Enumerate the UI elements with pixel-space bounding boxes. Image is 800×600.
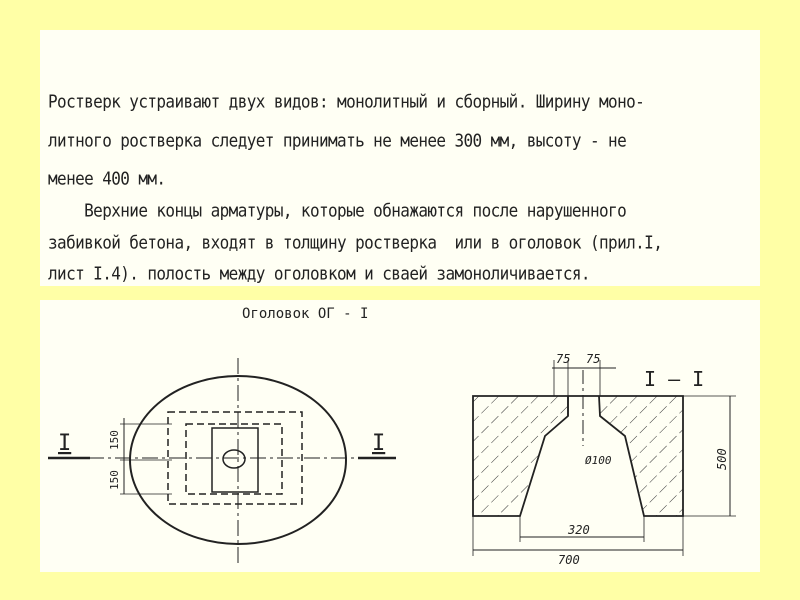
section-dim-width: 700 [558, 553, 580, 567]
section-dim-hole: Ø100 [585, 454, 612, 467]
technical-drawing [40, 300, 760, 572]
plan-dim-bottom: 150 [108, 470, 121, 490]
text-line: лист I.4). полость между оголовком и сваей замоноличивается. [48, 262, 590, 285]
section-dim-height: 500 [715, 448, 729, 470]
text-line: забивкой бетона, входят в толщину ростверка или в оголовок (прил.I, [48, 231, 663, 254]
text-line: Ростверк устраивают двух видов: монолитный и сборный. Ширину моно- [48, 90, 645, 113]
section-label: I – I [644, 367, 705, 391]
plan-view [48, 358, 396, 564]
section-hatched-body [473, 396, 683, 516]
plan-section-mark-left: I [58, 431, 72, 456]
section-dim-right-slot: 75 [586, 352, 601, 366]
drawing-title: Оголовок ОГ - I [242, 306, 369, 322]
plan-pile-rect [212, 428, 258, 492]
text-scan-panel [40, 30, 760, 286]
plan-center-hole [223, 450, 245, 468]
plan-dim-top: 150 [108, 430, 121, 450]
section-dim-left-slot: 75 [556, 352, 571, 366]
drawing-panel [40, 300, 760, 572]
text-line: Верхние концы арматуры, которые обнажаются после нарушенного [48, 199, 627, 222]
section-dim-bottom-opening: 320 [568, 523, 590, 537]
plan-section-mark-right: I [372, 431, 386, 456]
text-line: литного ростверка следует принимать не менее 300 мм, высоту - не [48, 129, 627, 152]
text-line: менее 400 мм. [48, 167, 166, 190]
plan-inner-dashed-square [186, 424, 282, 494]
